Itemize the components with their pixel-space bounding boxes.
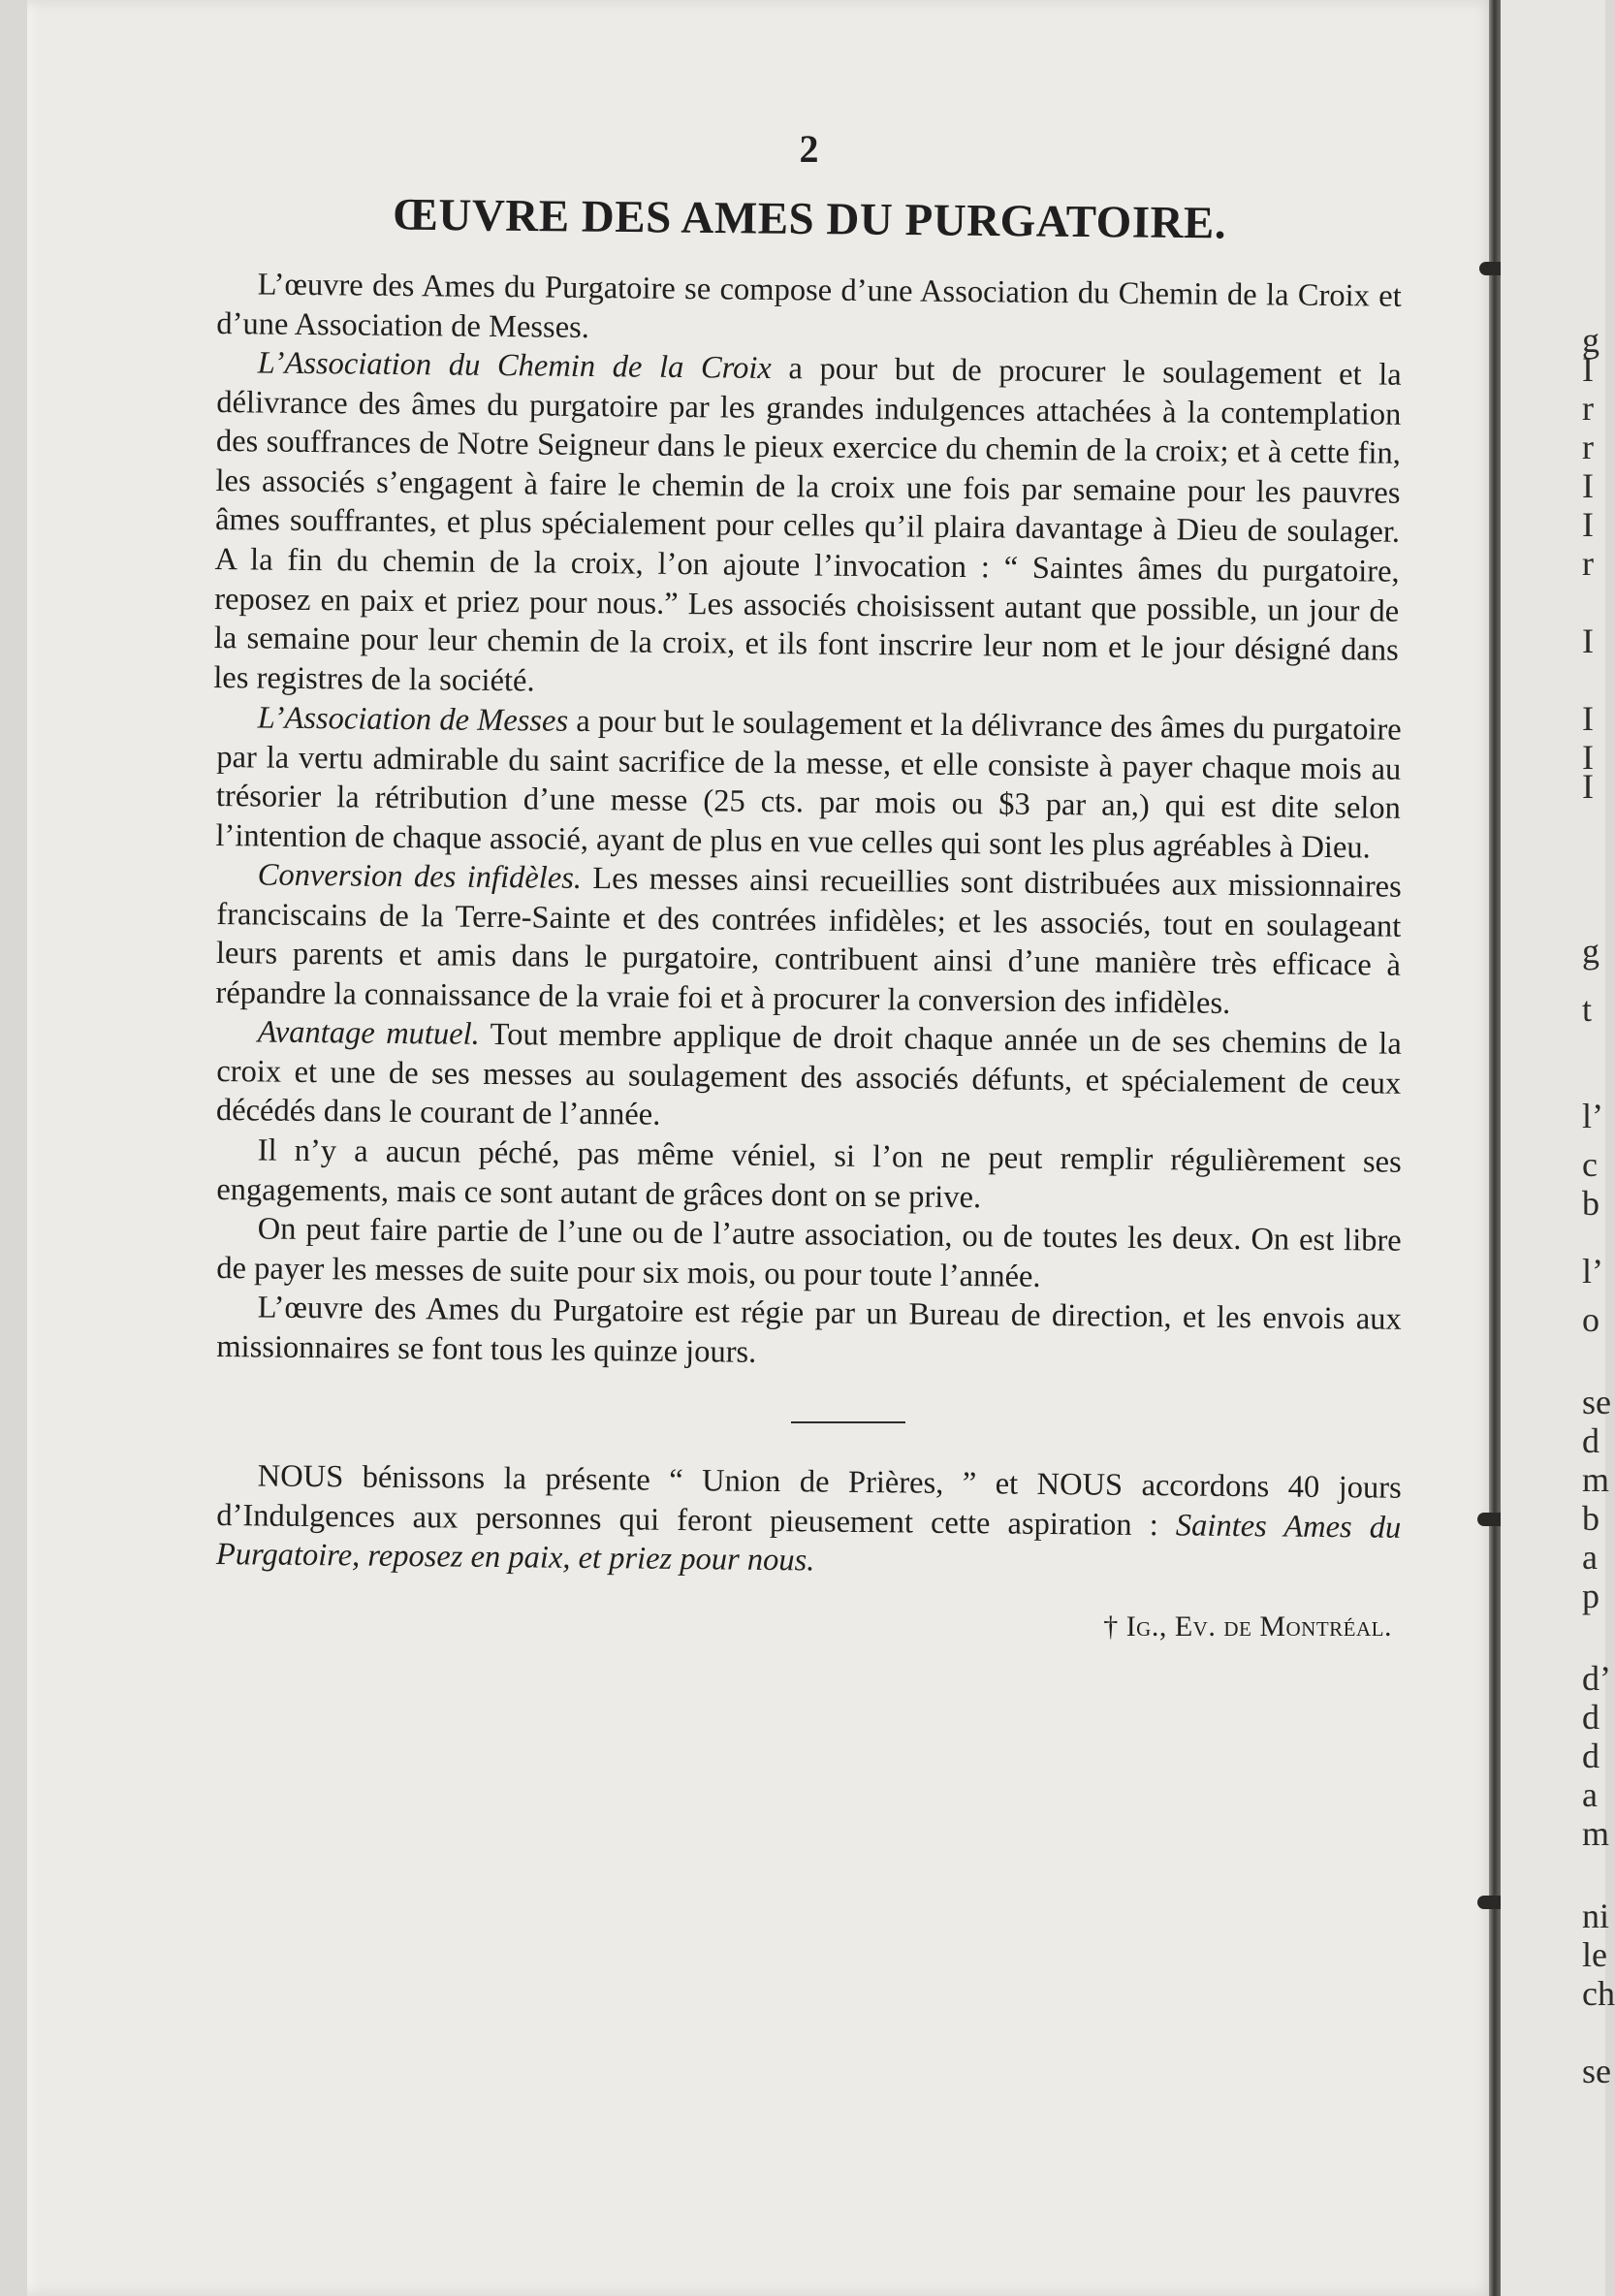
facing-page-letter: r xyxy=(1582,389,1594,428)
facing-page-letter: le xyxy=(1582,1935,1607,1974)
divider-rule xyxy=(791,1421,905,1423)
facing-page-letter: b xyxy=(1582,1499,1599,1538)
paragraph-2-text: a pour but de procurer le soulagement et la délivrance des âmes du purgatoire par les grandes indulgences attachées à la contemplation des souffrances de Notre Seigneur dans le pieux exercice du chemin de la croix; et à cette fin, les associés s’engagent à faire le chemin de la croix une fois par semaine pour les pauvres âmes souffrantes, et plus spécialement pour celles qu’il plaira davantage à Dieu de soulager. A la fin du chemin de la croix, l’on ajoute l’invocation : “ Saintes âmes du purgatoire, reposez en paix et priez pour nous.” Les associés choisissent autant que possible, un jour de la semaine pour leur chemin de la croix, et ils font inscrire leur nom et le jour désigné dans les registres de la société. xyxy=(213,351,1402,699)
episcopal-approval xyxy=(216,1456,1402,1587)
facing-page-edge xyxy=(1501,0,1615,2296)
facing-page-letter: c xyxy=(1582,1145,1598,1184)
paragraph-7-text: On peut faire partie de l’une ou de l’autre association, ou de toutes les deux. On est libre de payer les messes de suite pour six mois, ou pour toute l’année. xyxy=(216,1211,1402,1294)
book-spine xyxy=(1489,0,1501,2296)
facing-page-letter: p xyxy=(1582,1577,1599,1615)
facing-page-letter: g xyxy=(1582,932,1599,971)
facing-page-letter: l’ xyxy=(1582,1097,1603,1135)
approval-aspiration: Saintes Ames du Purgatoire, reposez en paix, et priez pour nous. xyxy=(215,1507,1402,1578)
facing-page-letter: se xyxy=(1582,2052,1611,2090)
facing-page-letter: I xyxy=(1582,466,1594,505)
facing-page-letter: I xyxy=(1582,505,1594,544)
facing-page-letter: o xyxy=(1582,1300,1599,1339)
facing-page-letter: se xyxy=(1582,1383,1611,1421)
paragraph-3-text: a pour but le soulagement et la délivrance des âmes du purgatoire par la vertu admirable du saint sacrifice de la messe, et elle consiste à payer chaque mois au trésorier la rétribution d’une messe (25 cts. par mois ou $3 par an,) qui est dite selon l’intention de chaque associé, ayant de plus en vue celles qui sont les plus agréables à Dieu. xyxy=(215,703,1402,865)
paragraph-peche xyxy=(216,1131,1402,1222)
facing-page-letter: I xyxy=(1582,767,1594,806)
paragraph-avantage-mutuel xyxy=(216,1012,1402,1143)
facing-page-letter: g xyxy=(1582,321,1599,360)
paragraph-5-text: Tout membre applique de droit chaque année un de ses chemins de la croix et une de ses messes au soulagement des associés défunts, et spécialement de ceux décédés dans le courant de l’année. xyxy=(215,1017,1402,1133)
paragraph-1-text: L’œuvre des Ames du Purgatoire se compose d’une Association du Chemin de la Croix et d’une Association de Messes. xyxy=(216,267,1402,345)
page-content xyxy=(213,126,1402,1643)
paragraph-association-de-messes xyxy=(215,698,1402,868)
facing-page-letter: d xyxy=(1582,1698,1599,1737)
paragraph-4-text: Les messes ainsi recueillies sont distribuées aux missionnaires franciscains de la Terre-Sainte et des contrées infidèles; et les associés, tout en soulageant leurs parents et amis dans le purgatoire, contribuent ainsi d’une manière très efficace à répandre la connaissance de la vraie foi et à procurer la conversion des infidèles. xyxy=(215,860,1402,1021)
paragraph-bureau xyxy=(216,1288,1402,1379)
facing-page-letter: d’ xyxy=(1582,1659,1611,1698)
facing-page-letter: l’ xyxy=(1582,1252,1603,1291)
facing-page-letter: ni xyxy=(1582,1897,1610,1935)
page-number: 2 xyxy=(799,127,820,171)
paragraph-2-lead: L’Association du Chemin de la Croix xyxy=(257,345,773,387)
bishop-signature: † Ig., Ev. de Montréal. xyxy=(1103,1610,1392,1643)
paragraph-partie xyxy=(216,1209,1402,1300)
paragraph-4-lead: Conversion des infidèles. xyxy=(257,857,583,896)
facing-page-letter: r xyxy=(1582,544,1594,583)
approval-text: NOUS bénissons la présente “ Union de Prières, ” et NOUS accordons 40 jours d’Indulgences aux personnes qui feront pieusement cette aspiration : xyxy=(216,1458,1402,1543)
page-title: ŒUVRE DES AMES DU PURGATOIRE. xyxy=(392,189,1227,249)
paragraph-1 xyxy=(216,265,1402,356)
document-page xyxy=(27,0,1496,2296)
facing-page-letter: I xyxy=(1582,738,1594,777)
paragraph-6-text: Il n’y a aucun péché, pas même véniel, si l’on ne peut remplir régulièrement ses engagements, mais ce sont autant de grâces dont on se prive. xyxy=(216,1132,1402,1215)
facing-page-letter: m xyxy=(1582,1460,1610,1499)
paragraph-3-lead: L’Association de Messes xyxy=(257,699,569,739)
paragraph-5-lead: Avantage mutuel. xyxy=(257,1014,480,1053)
paragraph-chemin-de-la-croix xyxy=(213,343,1402,710)
facing-page-letter: I xyxy=(1582,350,1594,389)
facing-page-letter: a xyxy=(1582,1538,1598,1577)
facing-page-letter: r xyxy=(1582,428,1594,466)
facing-page-letter: I xyxy=(1582,699,1594,738)
paragraph-conversion-des-infideles xyxy=(215,855,1402,1025)
paragraph-8-text: L’œuvre des Ames du Purgatoire est régie par un Bureau de direction, et les envois aux missionnaires se font tous les quinze jours. xyxy=(216,1290,1402,1370)
facing-page-letter: ch xyxy=(1582,1974,1615,2013)
facing-page-letter: I xyxy=(1582,622,1594,660)
facing-page-letter: d xyxy=(1582,1737,1599,1775)
facing-page-letter: m xyxy=(1582,1814,1610,1853)
facing-page-letter: d xyxy=(1582,1421,1599,1460)
facing-page-letter: t xyxy=(1582,990,1593,1029)
facing-page-letter: a xyxy=(1582,1775,1598,1814)
facing-page-letter: b xyxy=(1582,1184,1599,1223)
